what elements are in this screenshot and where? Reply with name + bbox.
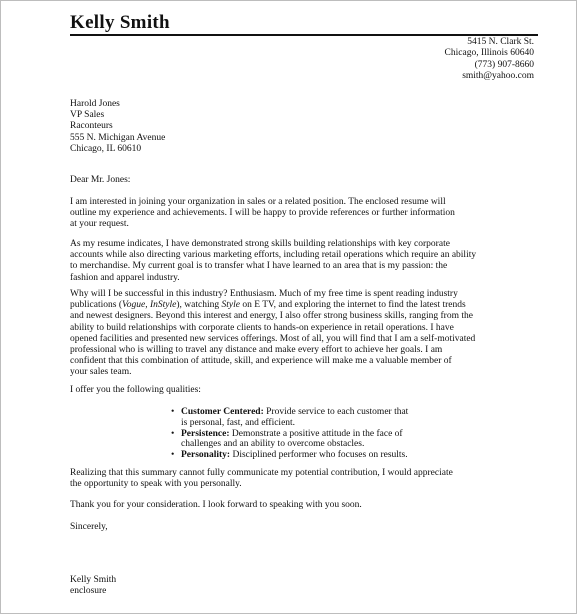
text-line: your sales team. (70, 367, 132, 378)
recipient-street: 555 N. Michigan Avenue (70, 132, 166, 143)
text-line: Why will I be successful in this industry? Enthusiasm. Much of my free time is spent reading industry (70, 289, 458, 299)
closing: Sincerely, (70, 522, 108, 532)
bullet-icon: • (171, 428, 175, 439)
bullet-icon: • (171, 450, 175, 461)
text-span: publications ( (70, 300, 122, 311)
text-line: opened facilities and presented new services offerings. Most of all, you will find that I am a self-motivated (70, 333, 476, 344)
text-line (181, 429, 471, 440)
list-item (171, 407, 471, 429)
quality-term: Customer Centered: (181, 407, 264, 417)
recipient-company: Raconteurs (70, 121, 113, 132)
text-line: to merchandise. My current goal is to transfer what I have learned to an area that is my passion: the (70, 261, 448, 272)
text-line: Realizing that this summary cannot fully communicate my potential contribution, I would appreciate (70, 468, 453, 478)
text-line: and newest designers. Beyond this interest and energy, I also offer strong business skills, ranging from the (70, 311, 473, 322)
header-rule (70, 34, 538, 36)
text-line: outline my experience and achievements. I will be happy to provide references or further information (70, 208, 455, 219)
text-line: professional who is willing to travel any distance and make every effort to achieve her goals. I am (70, 345, 443, 356)
recipient-address (70, 99, 540, 155)
sender-name: Kelly Smith (70, 12, 170, 33)
list-item (171, 429, 471, 451)
paragraph-summary (70, 468, 540, 490)
list-item (171, 450, 471, 461)
sender-email: smith@yahoo.com (462, 70, 534, 81)
quality-description: Disciplined performer who focuses on results. (230, 450, 408, 461)
text-line: accounts while also directing various marketing efforts, including retail operations which require an ability (70, 250, 477, 261)
enclosure-note: enclosure (70, 586, 107, 597)
text-line: at your request. (70, 219, 129, 230)
text-line: is personal, fast, and efficient. (181, 417, 296, 428)
paragraph-experience (70, 239, 540, 284)
show-style: Style (221, 300, 240, 311)
quality-description: Provide service to each customer that (263, 407, 409, 417)
signature-block (70, 575, 540, 597)
text-line: challenges and an ability to overcome obstacles. (181, 439, 365, 450)
salutation: Dear Mr. Jones: (70, 175, 131, 185)
text-span: ), watching (176, 300, 222, 311)
text-line (70, 300, 540, 311)
paragraph-intro (70, 197, 540, 231)
text-line: As my resume indicates, I have demonstrated strong skills building relationships with key corporate (70, 239, 450, 249)
recipient-title: VP Sales (70, 110, 105, 121)
signature-name: Kelly Smith (70, 575, 117, 585)
text-line: I am interested in joining your organization in sales or a related position. The enclosed resume will (70, 197, 446, 207)
quality-term: Persistence: (181, 428, 230, 439)
text-line: fashion and apparel industry. (70, 272, 180, 283)
bullet-icon: • (171, 407, 175, 417)
text-span: , (145, 300, 150, 311)
text-span: on E TV, and exploring the internet to find the latest trends (239, 300, 466, 311)
paragraph-qualities-intro: I offer you the following qualities: (70, 385, 201, 395)
recipient-city: Chicago, IL 60610 (70, 143, 142, 154)
text-line (181, 407, 471, 418)
text-line (181, 450, 471, 461)
quality-term: Personality: (181, 450, 231, 461)
text-line: ability to build relationships with corporate clients to hands-on experience in retail operations. I have (70, 322, 454, 333)
text-line: confident that this combination of attitude, skill, and experience will make me a valuable member of (70, 356, 452, 367)
sender-address-line1: 5415 N. Clark St. (467, 37, 534, 47)
paragraph-enthusiasm (70, 289, 540, 379)
text-line: the opportunity to speak with you personally. (70, 479, 242, 490)
qualities-list (171, 407, 471, 461)
sender-phone: (773) 907-8660 (474, 59, 534, 70)
recipient-name: Harold Jones (70, 99, 120, 109)
sender-address-line2: Chicago, Illinois 60640 (444, 48, 534, 59)
publication-vogue: Vogue (121, 300, 146, 311)
sender-contact (445, 37, 534, 82)
publication-instyle: InStyle (149, 300, 177, 311)
paragraph-thanks: Thank you for your consideration. I look forward to speaking with you soon. (70, 500, 362, 510)
quality-description: Demonstrate a positive attitude in the face of (229, 428, 403, 439)
